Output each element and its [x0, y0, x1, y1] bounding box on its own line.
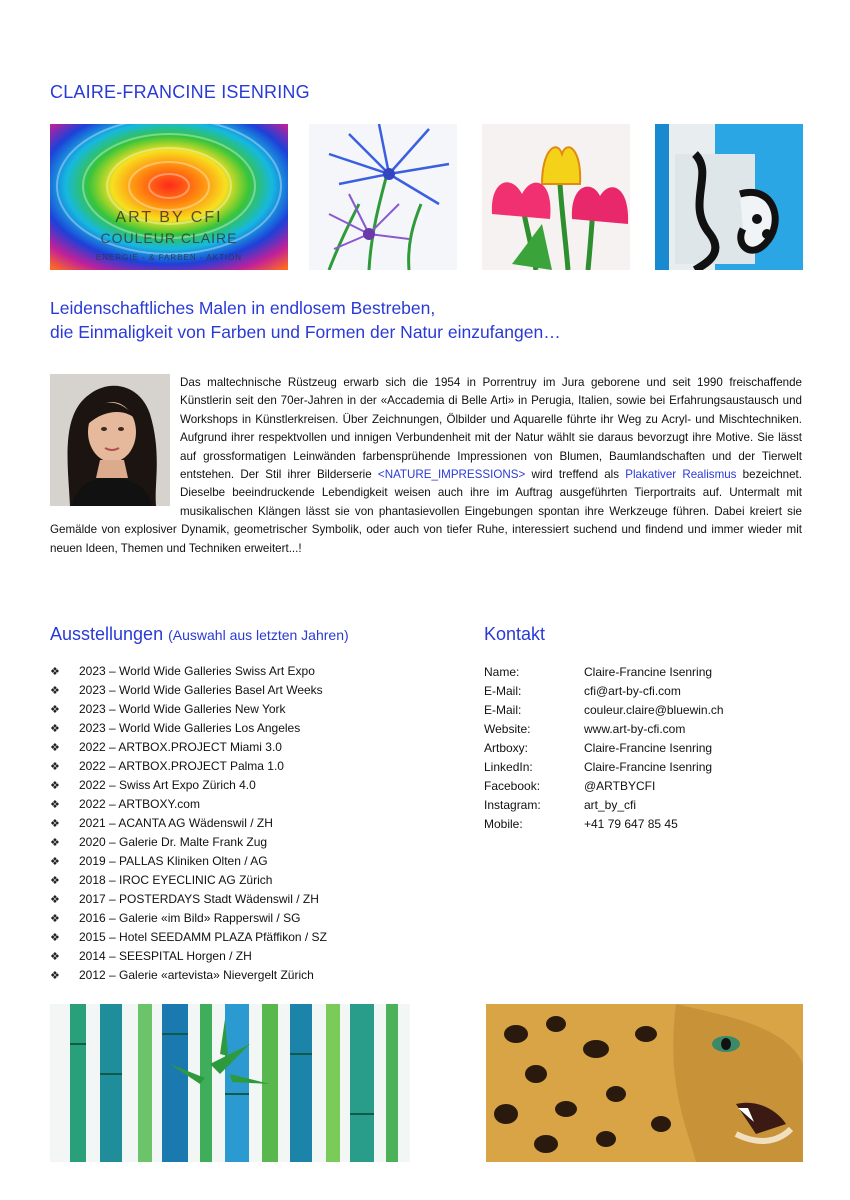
- bullet-icon: ❖: [50, 913, 60, 925]
- exhibition-text: 2015 – Hotel SEEDAMM PLAZA Pfäffikon / SZ: [79, 930, 327, 944]
- bullet-icon: ❖: [50, 894, 60, 906]
- contact-label: Website:: [484, 721, 531, 736]
- bullet-icon: ❖: [50, 685, 60, 697]
- bullet-icon: ❖: [50, 932, 60, 944]
- contact-row: [484, 700, 724, 719]
- artist-portrait: [50, 374, 174, 506]
- contact-value[interactable]: +41 79 647 85 45: [584, 816, 678, 831]
- bullet-icon: ❖: [50, 761, 60, 773]
- contact-label: Artboxy:: [484, 740, 529, 755]
- exhibition-item: [50, 890, 450, 909]
- exhibitions-title: Ausstellungen: [50, 624, 164, 644]
- contact-value[interactable]: Claire-Francine Isenring: [584, 664, 713, 679]
- contact-value[interactable]: art_by_cfi: [584, 797, 637, 812]
- exhibition-item: [50, 700, 450, 719]
- contact-value[interactable]: www.art-by-cfi.com: [584, 721, 686, 736]
- contact-label: Mobile:: [484, 816, 523, 831]
- contact-label: E-Mail:: [484, 702, 522, 717]
- exhibitions-subtitle: (Auswahl aus letzten Jahren): [168, 627, 349, 643]
- contact-heading: Kontakt: [484, 624, 546, 644]
- exhibition-item: [50, 909, 450, 928]
- contact-section: [484, 624, 804, 831]
- contact-row: [484, 719, 724, 738]
- exhibition-item: [50, 852, 450, 871]
- exhibition-item: [50, 795, 450, 814]
- exhibition-item: [50, 966, 450, 985]
- contact-row: [484, 757, 724, 776]
- series-name: <NATURE_IMPRESSIONS>: [377, 468, 526, 482]
- contact-label: E-Mail:: [484, 683, 522, 698]
- exhibition-item: [50, 662, 450, 681]
- exhibition-text: 2023 – World Wide Galleries Swiss Art Expo: [79, 664, 315, 678]
- leopard-painting: [486, 1004, 803, 1162]
- exhibitions-section: [50, 624, 349, 982]
- exhibition-item: [50, 738, 450, 757]
- abstract-painting: [655, 124, 803, 270]
- bio-text-part2: wird treffend als: [525, 468, 626, 482]
- contact-row: [484, 738, 724, 757]
- exhibition-item: [50, 757, 450, 776]
- bullet-icon: ❖: [50, 818, 60, 830]
- exhibition-item: [50, 928, 450, 947]
- bullet-icon: ❖: [50, 704, 60, 716]
- contact-label: Name:: [484, 664, 520, 679]
- tulip-painting: [482, 124, 630, 270]
- logo-text-line1: ART BY CFI: [115, 209, 223, 226]
- exhibition-text: 2017 – POSTERDAYS Stadt Wädenswil / ZH: [79, 892, 319, 906]
- contact-row: [484, 776, 724, 795]
- exhibitions-heading: [50, 624, 349, 645]
- exhibition-item: [50, 871, 450, 890]
- exhibition-text: 2023 – World Wide Galleries Los Angeles: [79, 721, 301, 735]
- exhibition-item: [50, 814, 450, 833]
- exhibition-text: 2022 – ARTBOXY.com: [79, 797, 200, 811]
- bullet-icon: ❖: [50, 856, 60, 868]
- contact-row: [484, 814, 724, 833]
- exhibition-text: 2022 – ARTBOX.PROJECT Palma 1.0: [79, 759, 284, 773]
- tagline-line1: Leidenschaftliches Malen in endlosem Bestreben,: [50, 298, 436, 318]
- exhibition-text: 2022 – Swiss Art Expo Zürich 4.0: [79, 778, 256, 792]
- exhibition-item: [50, 776, 450, 795]
- art-by-cfi-logo-painting: [50, 124, 288, 270]
- exhibitions-list: [50, 662, 450, 985]
- biography: [50, 374, 802, 558]
- bio-text-part1: Das maltechnische Rüstzeug erwarb sich die 1954 in Porrentruy im Jura geborene und seit 1990 freischaffende Künstlerin seit den 70er-Jahren in der «Accademia di Belle Arti» in Perugia, Italien, sowie bei Erfahrungsaustausch und Workshops in Künstlerkreisen. Über Zeichnungen, Ölbilder und Aquarelle führte ihr Weg zu Acryl- und Mischtechniken. Aufgrund ihrer respektvollen und innigen Verbundenheit mit der Natur wählt sie daraus bevorzugt ihre Motive. Sie lässt auf grossformatigen Leinwänden farbensprühende Impressionen von Blumen, Baumlandschaften und der Tierwelt entstehen. Der Stil ihrer Bilderserie: [180, 376, 802, 482]
- exhibition-text: 2012 – Galerie «artevista» Nievergelt Zürich: [79, 968, 314, 982]
- contact-label: Instagram:: [484, 797, 541, 812]
- blue-flower-painting: [309, 124, 457, 270]
- bullet-icon: ❖: [50, 723, 60, 735]
- contact-value[interactable]: couleur.claire@bluewin.ch: [584, 702, 724, 717]
- bullet-icon: ❖: [50, 799, 60, 811]
- exhibition-text: 2019 – PALLAS Kliniken Olten / AG: [79, 854, 268, 868]
- exhibition-text: 2020 – Galerie Dr. Malte Frank Zug: [79, 835, 268, 849]
- bullet-icon: ❖: [50, 742, 60, 754]
- bullet-icon: ❖: [50, 837, 60, 849]
- logo-text-line2: COULEUR CLAIRE: [100, 230, 238, 246]
- exhibition-text: 2014 – SEESPITAL Horgen / ZH: [79, 949, 252, 963]
- contact-table: [484, 662, 724, 833]
- contact-label: LinkedIn:: [484, 759, 533, 774]
- tagline-line2: die Einmaligkeit von Farben und Formen der Natur einzufangen…: [50, 322, 561, 342]
- bullet-icon: ❖: [50, 780, 60, 792]
- contact-row: [484, 795, 724, 814]
- contact-value[interactable]: Claire-Francine Isenring: [584, 740, 713, 755]
- bullet-icon: ❖: [50, 875, 60, 887]
- exhibition-text: 2023 – World Wide Galleries Basel Art Weeks: [79, 683, 323, 697]
- page-title: CLAIRE-FRANCINE ISENRING: [50, 82, 310, 102]
- exhibition-item: [50, 719, 450, 738]
- exhibition-item: [50, 947, 450, 966]
- exhibition-text: 2023 – World Wide Galleries New York: [79, 702, 286, 716]
- style-name: Plakativer Realismus: [625, 468, 737, 482]
- contact-value[interactable]: cfi@art-by-cfi.com: [584, 683, 681, 698]
- exhibition-text: 2016 – Galerie «im Bild» Rapperswil / SG: [79, 911, 301, 925]
- bullet-icon: ❖: [50, 666, 60, 678]
- bamboo-painting: [50, 1004, 410, 1162]
- bullet-icon: ❖: [50, 970, 60, 982]
- logo-text-line3: ENERGIE - & FARBEN - AKTION: [95, 253, 243, 262]
- exhibition-item: [50, 833, 450, 852]
- exhibition-item: [50, 681, 450, 700]
- contact-label: Facebook:: [484, 778, 541, 793]
- exhibition-text: 2021 – ACANTA AG Wädenswil / ZH: [79, 816, 273, 830]
- contact-row: [484, 662, 724, 681]
- tagline: [50, 296, 561, 344]
- exhibition-text: 2022 – ARTBOX.PROJECT Miami 3.0: [79, 740, 282, 754]
- contact-value[interactable]: @ARTBYCFI: [584, 778, 656, 793]
- contact-row: [484, 681, 724, 700]
- exhibition-text: 2018 – IROC EYECLINIC AG Zürich: [79, 873, 273, 887]
- bullet-icon: ❖: [50, 951, 60, 963]
- bio-text-part3: bezeichnet. Dieselbe beeindruckende Lebendigkeit weisen auch ihre im Auftrag ausgeführten Tierportraits auf. Untermalt mit musikalischen Klängen lässt sie von phantasievollen Eingebungen spontan ihre Werkzeuge führen. Dabei kreiert sie Gemälde von explosiver Dynamik, geometrischer Symbolik, oder auch von tiefer Ruhe, interessiert suchend und findend und immer wieder mit neuen Ideen, Themen und Techniken erweitert...!: [50, 468, 802, 555]
- contact-value[interactable]: Claire-Francine Isenring: [584, 759, 713, 774]
